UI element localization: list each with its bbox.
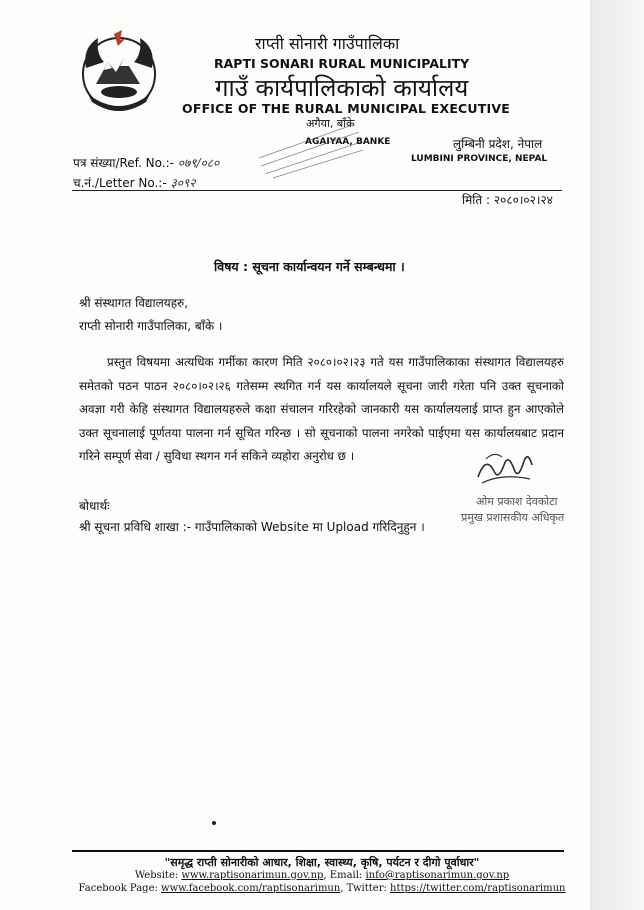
ref-value: ०७९/०८० [177, 156, 220, 170]
office-name-en: OFFICE OF THE RURAL MUNICIPAL EXECUTIVE [182, 101, 510, 116]
province-np: लुम्बिनी प्रदेश, नेपाल [453, 137, 543, 151]
subject-line: विषय : सूचना कार्यान्वयन गर्ने सम्बन्धमा । [214, 259, 405, 274]
signatory-title: प्रमुख प्रशासकीय अधिकृत [461, 511, 565, 524]
nepal-emblem-icon [74, 28, 164, 114]
address-np: अगैया, बाँके [306, 117, 355, 130]
address-en: AGAIYAA, BANKE [305, 137, 391, 147]
signature-icon [472, 447, 536, 493]
scan-speck [212, 821, 216, 825]
cc-label: बोधार्थः [79, 499, 110, 513]
municipality-name-en: RAPTI SONARI RURAL MUNICIPALITY [214, 56, 470, 71]
letter-date: मिति : २०८०।०२।२४ [462, 193, 553, 207]
cc-line: श्री सूचना प्रविधि शाखा :- गाउँपालिकाको Website मा Upload गरिदिनुहुन । [79, 520, 425, 534]
recipient-line-2: राप्ती सोनारी गाउँपालिका, बाँके । [79, 319, 223, 333]
website-link[interactable]: www.raptisonarimun.gov.np [181, 870, 324, 881]
footer-social [0, 883, 644, 894]
scan-edge [590, 0, 644, 910]
office-name-np: गाउँ कार्यपालिकाको कार्यालय [215, 74, 469, 102]
website-label: Website: [134, 870, 182, 881]
footer-slogan: "समृद्ध राप्ती सोनारीको आधार, शिक्षा, स्वास्थ्य, कृषि, पर्यटन र दीगो पूर्वाधार" [164, 856, 480, 869]
ref-number [73, 154, 219, 171]
footer-rule [72, 850, 564, 852]
twitter-link[interactable]: https://twitter.com/raptisonarimun [390, 883, 566, 894]
recipient-line-1: श्री संस्थागत विद्यालयहरु, [79, 296, 189, 310]
footer-contact [0, 870, 644, 881]
letter-value: ३०९२ [170, 176, 196, 190]
letter-label: च.नं./Letter No.:- [73, 176, 167, 190]
signatory-name: ओम प्रकाश देवकोटा [476, 495, 558, 508]
letter-number [73, 174, 195, 191]
twitter-label: , Twitter: [340, 883, 391, 894]
municipality-name-np: राप्ती सोनारी गाउँपालिका [255, 34, 400, 53]
ref-label: पत्र संख्या/Ref. No.:- [73, 156, 174, 170]
email-label: , Email: [323, 870, 366, 881]
facebook-label: Facebook Page: [78, 883, 162, 894]
letter-body: प्रस्तुत विषयमा अत्यधिक गर्मीका कारण मिति २०८०।०२।२३ गते यस गाउँपालिकाका संस्थागत विद्यालयहरु समेतको पठन पाठन २०८०।०२।२६ गतेसम्म स्थगित गर्न यस कार्यालयले सूचना जारी गरेता पनि उक्त सूचनाको अवज्ञा गरी केहि संस्थागत विद्यालयहरुले कक्षा संचालन गरिरहेको जानकारी यस कार्यालयलाई प्राप्त हुन आएकोले उक्त सूचनालाई पूर्णतया पालना गर्न सूचित गरिन्छ । सो सूचनाको पालना नगरेको पाईएमा यस कार्यालयबाट प्रदान गरिने सम्पूर्ण सेवा / सुविधा स्थगन गर्न सकिने व्यहोरा अनुरोध छ । [79, 355, 564, 463]
facebook-link[interactable]: www.facebook.com/raptisonarimun [161, 883, 341, 894]
province-en: LUMBINI PROVINCE, NEPAL [411, 154, 548, 164]
office-stamp-icon [255, 118, 365, 180]
email-link[interactable]: info@raptisonarimun.gov.np [365, 870, 510, 881]
